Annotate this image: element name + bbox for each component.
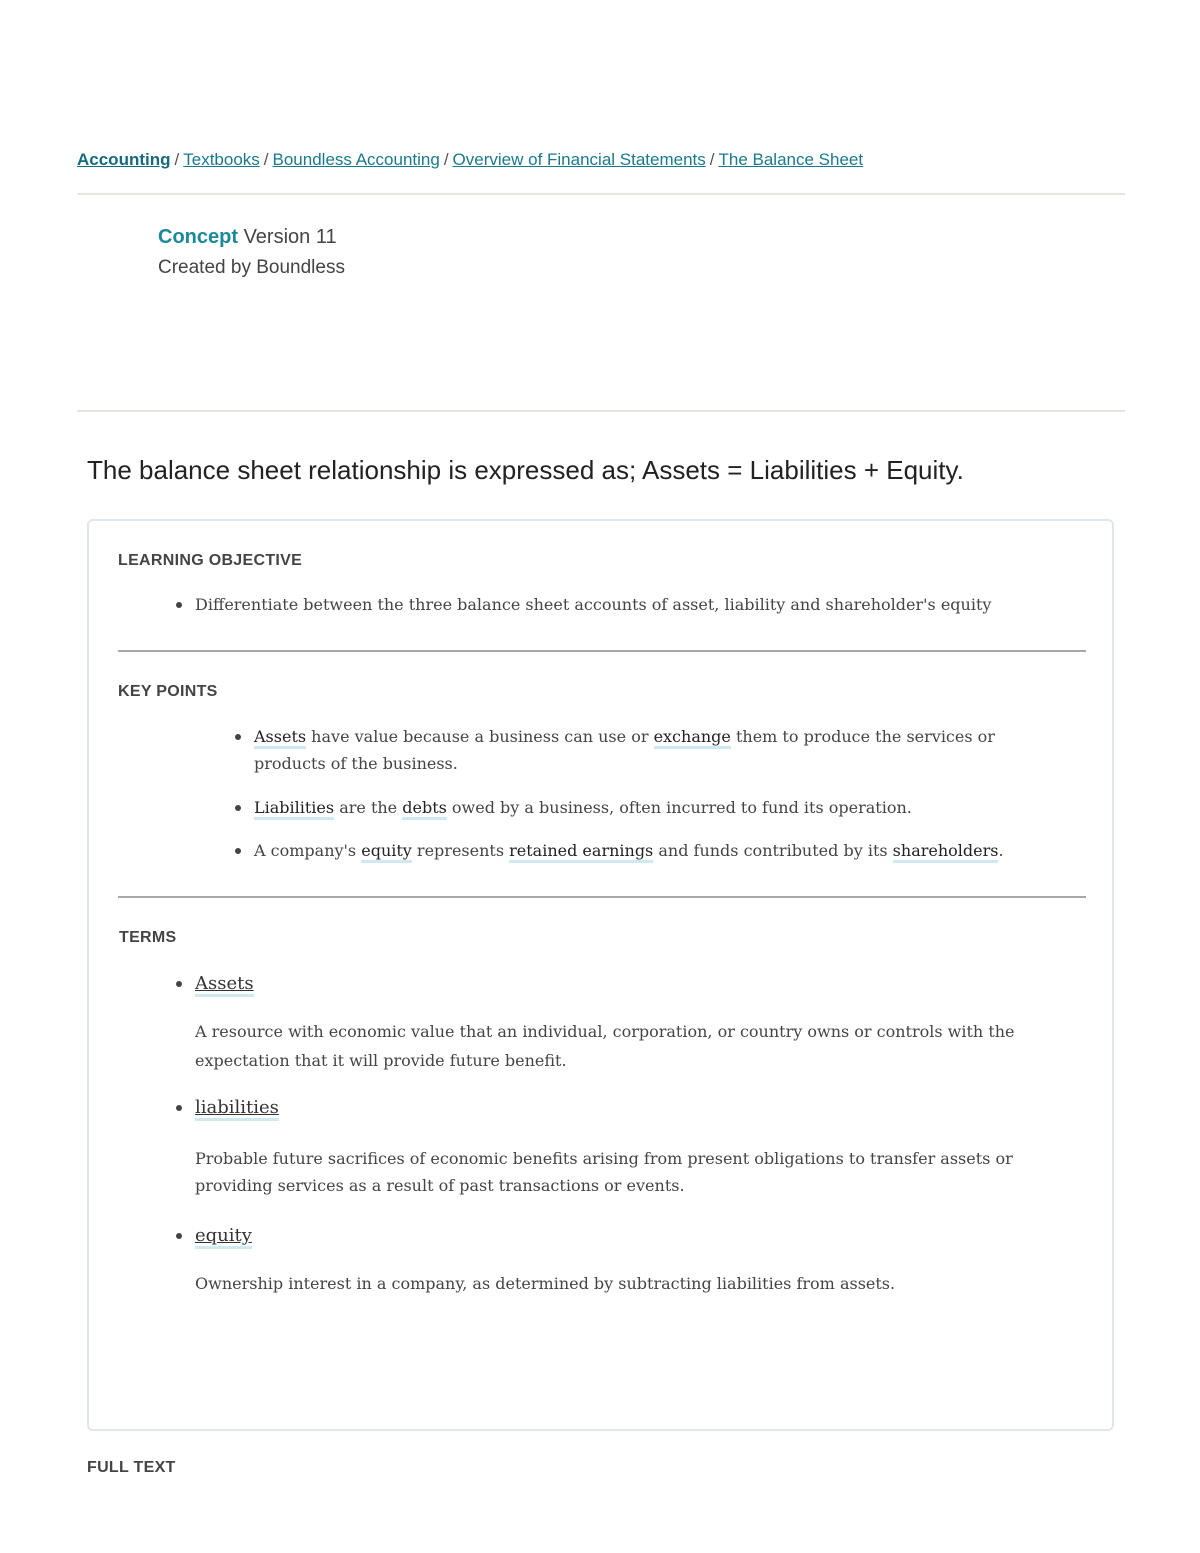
- text: .: [998, 841, 1004, 860]
- breadcrumb-link-boundless-accounting[interactable]: Boundless Accounting: [272, 150, 440, 169]
- breadcrumb-separator: /: [263, 150, 269, 169]
- page-title: The balance sheet relationship is expressed as; Assets = Liabilities + Equity.: [87, 455, 964, 485]
- term-definition: A resource with economic value that an individual, corporation, or country owns or controls with the expectation that it will provide future benefit.: [195, 1022, 1015, 1070]
- text: A company's: [254, 841, 362, 860]
- meta-divider: [77, 410, 1125, 412]
- created-by: Created by Boundless: [158, 257, 345, 278]
- text: them to produce the services or products of the business.: [254, 727, 995, 773]
- keyword-link[interactable]: retained earnings: [509, 841, 653, 863]
- term-item: [195, 1094, 279, 1122]
- term-link[interactable]: equity: [195, 1225, 252, 1249]
- text: represents: [411, 841, 510, 860]
- concept-version: [158, 226, 337, 249]
- list-item: [254, 794, 1044, 821]
- learning-objective-heading: LEARNING OBJECTIVE: [118, 552, 303, 569]
- breadcrumb-separator: /: [174, 150, 180, 169]
- version-label: Version 11: [243, 226, 337, 248]
- text: have value because a business can use or: [306, 727, 654, 746]
- breadcrumb-separator: /: [443, 150, 449, 169]
- keyword-link[interactable]: shareholders: [893, 841, 999, 863]
- term-link[interactable]: Assets: [195, 973, 254, 997]
- key-points-heading: KEY POINTS: [118, 683, 218, 700]
- keyword-link[interactable]: debts: [402, 798, 447, 820]
- section-divider: [118, 650, 1086, 652]
- term-item: [195, 970, 254, 998]
- keyword-link[interactable]: exchange: [654, 727, 731, 749]
- list-item: Differentiate between the three balance sheet accounts of asset, liability and shareholder's equity: [195, 591, 1075, 618]
- terms-heading: TERMS: [119, 929, 177, 946]
- summary-card: [87, 519, 1114, 1431]
- list-item: [254, 723, 1044, 777]
- breadcrumb-link-accounting[interactable]: Accounting: [77, 150, 171, 169]
- breadcrumb-link-textbooks[interactable]: Textbooks: [183, 150, 260, 169]
- keyword-link[interactable]: equity: [361, 841, 412, 863]
- full-text-heading: FULL TEXT: [87, 1459, 176, 1476]
- concept-label: Concept: [158, 226, 238, 248]
- breadcrumb-separator: /: [709, 150, 715, 169]
- term-definition: Probable future sacrifices of economic benefits arising from present obligations to transfer assets or providing services as a result of past transactions or events.: [195, 1149, 1013, 1195]
- header-divider: [77, 193, 1125, 195]
- breadcrumb: [77, 150, 863, 170]
- term-definition: Ownership interest in a company, as determined by subtracting liabilities from assets.: [195, 1274, 896, 1293]
- breadcrumb-link-overview[interactable]: Overview of Financial Statements: [452, 150, 706, 169]
- section-divider: [118, 896, 1086, 898]
- breadcrumb-link-balance-sheet[interactable]: The Balance Sheet: [718, 150, 864, 169]
- term-item: [195, 1222, 252, 1250]
- list-item: [254, 837, 1074, 864]
- term-link[interactable]: liabilities: [195, 1097, 279, 1121]
- text: owed by a business, often incurred to fund its operation.: [446, 798, 912, 817]
- keyword-link[interactable]: Assets: [254, 727, 306, 749]
- text: and funds contributed by its: [653, 841, 893, 860]
- text: are the: [334, 798, 403, 817]
- keyword-link[interactable]: Liabilities: [254, 798, 334, 820]
